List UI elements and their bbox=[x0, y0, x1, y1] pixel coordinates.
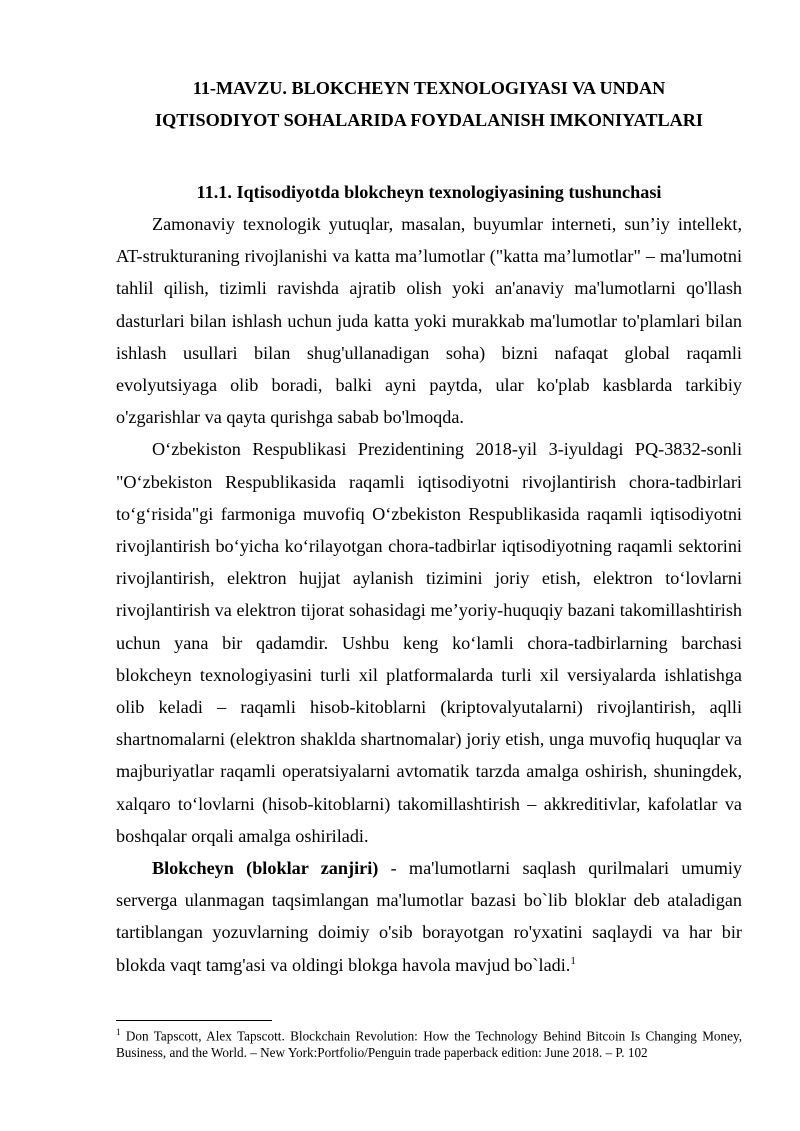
page-title-line-1: 11-MAVZU. BLOKCHEYN TEXNOLOGIYASI VA UNDAN bbox=[192, 78, 666, 98]
paragraph-3 bbox=[116, 852, 742, 981]
paragraph-1: Zamonaviy texnologik yutuqlar, masalan, buyumlar interneti, sun’iy intellekt, AT-strukturaning rivojlanishi va katta ma’lumotlar ("katta ma’lumotlar" – ma'lumotni tahlil qilish, tizimli ravishda ajratib olish yoki an'anaviy ma'lumotlarni qo'llash dasturlari bilan ishlash uchun juda katta yoki murakkab ma'lumotlar to'plamlari bilan ishlash usullari bilan shug'ullanadigan soha) bizni nafaqat global raqamli evolyutsiyaga olib boradi, balki ayni paytda, ular ko'plab kasblarda tarkibiy o'zgarishlar va qayta qurishga sabab bo'lmoqda. bbox=[116, 214, 742, 428]
section-heading: 11.1. Iqtisodiyotda blokcheyn texnologiyasining tushunchasi bbox=[196, 182, 662, 202]
page-title-line-2: IQTISODIYOT SOHALARIDA FOYDALANISH IMKONIYATLARI bbox=[155, 110, 703, 130]
footnote bbox=[116, 1024, 742, 1061]
blockchain-term: Blokcheyn (bloklar zanjiri) bbox=[152, 858, 379, 879]
document-page bbox=[116, 72, 742, 981]
footnote-text: Don Tapscott, Alex Tapscott. Blockchain Revolution: How the Technology Behind Bitcoin Is Changing Money, Business, and the World. – New York:Portfolio/Penguin trade paperback edition: June 2018. – P. 102 bbox=[116, 1028, 742, 1061]
footnote-separator bbox=[116, 1020, 272, 1021]
paragraph-2: O‘zbekiston Respublikasi Prezidentining 2018-yil 3-iyuldagi PQ-3832-sonli "O‘zbekiston Respublikasida raqamli iqtisodiyotni rivojlantirish chora-tadbirlari to‘g‘risida"gi farmoniga muvofiq O‘zbekiston Respublikasida raqamli iqtisodiyotni rivojlantirish bo‘yicha ko‘rilayotgan chora-tadbirlar iqtisodiyotning raqamli sektorini rivojlantirish, elektron hujjat aylanish tizimini joriy etish, elektron to‘lovlarni rivojlantirish va elektron tijorat sohasidagi me’yoriy-huquqiy bazani takomillashtirish uchun yana bir qadamdir. Ushbu keng ko‘lamli chora-tadbirlarning barchasi blokcheyn texnologiyasini turli xil platformalarda turli xil versiyalarda ishlatishga olib keladi – raqamli hisob-kitoblarni (kriptovalyutalarni) rivojlantirish, aqlli shartnomalarni (elektron shaklda shartnomalar) joriy etish, unga muvofiq huquqlar va majburiyatlar raqamli operatsiyalarni avtomatik tarzda amalga oshirish, shuningdek, xalqaro to‘lovlarni (hisob-kitoblarni) takomillashtirish – akkreditivlar, kafolatlar va boshqalar orqali amalga oshiriladi. bbox=[116, 439, 742, 846]
blockchain-definition: - ma'lumotlarni saqlash qurilmalari umumiy serverga ulanmagan taqsimlangan ma'lumotlar bazasi bo`lib bloklar deb ataladigan tartiblangan yozuvlarning doimiy o'sib borayotgan ro'yxatini saqlaydi va har bir blokda vaqt tamg'asi va oldingi blokga havola mavjud bo`ladi. bbox=[116, 858, 742, 975]
footnote-reference[interactable]: 1 bbox=[570, 954, 576, 967]
footnote-marker: 1 bbox=[116, 1027, 121, 1037]
page-title bbox=[116, 72, 742, 136]
